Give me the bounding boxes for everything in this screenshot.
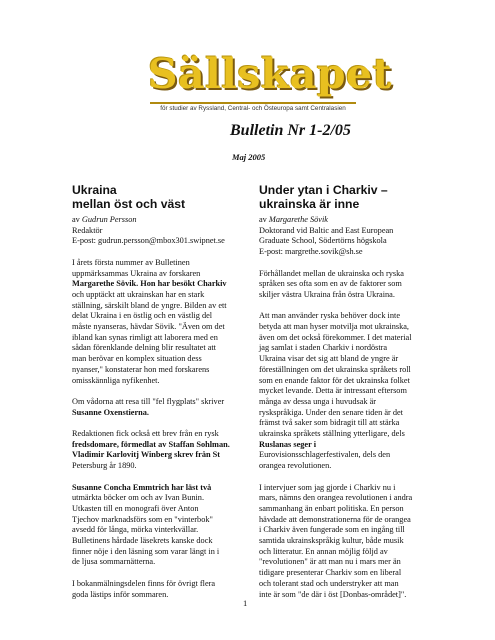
byline-prefix: av [259,215,267,224]
issue-date: Maj 2005 [232,152,266,162]
author-affiliation: Doktorand vid Baltic and East European [259,225,394,235]
text-line: sammanhang än enbart politiska. En person [259,503,404,513]
left-article-title [72,183,247,211]
text-line: mycket levande. Detta är intressant eftersom [259,386,407,396]
text-line [72,483,247,494]
left-column [72,183,247,611]
text-line: avsedd för långa, mörka vinterkvällar. [72,525,199,535]
author-name: Margarethe Sövik [268,215,328,224]
text-line: och litteratur. En annan möjlig följd av [259,546,388,556]
text-line: omisskännliga nyfikenhet. [72,375,160,385]
text-line: tidigare presenterar Charkiv som en liberal [259,568,402,578]
bulletin-title: Bulletin Nr 1-2/05 [230,122,351,139]
text-line: nyanser," konstaterar hon med forskarens [72,364,210,374]
text-line: Utkasten till en monografi över Anton [72,503,199,513]
bold-name: Ruslanas seger i [259,439,317,449]
text-line: delat Ukraina i en östlig och en västlig del [72,311,213,321]
text-line: utmärkta böcker om och av Ivan Bunin. [72,493,205,503]
text-line [72,440,247,451]
right-paragraph-2 [259,311,437,472]
bold-name: Margarethe Sövik. Hon har besökt Charkiv [72,279,227,289]
text-line: Om vådorna att resa till "fel flygplats" skriver [72,396,225,406]
text-line: måste nyanseras, hävdar Sövik. "Även om det [72,322,225,332]
text-line: goda lästips inför sommaren. [72,589,169,599]
page-number: 1 [243,598,248,608]
text-line: och tolerant stad och understryker att man [259,578,399,588]
text-line: sådan förenklande delning blir resultatet att [72,343,216,353]
text-line [72,408,247,419]
text-line: man berövar en komplex situation dess [72,354,202,364]
left-paragraph-5 [72,579,247,600]
bold-name: Susanne Oxenstierna. [72,407,149,417]
text-line: Redaktionen fick också ett brev från en rysk [72,429,219,439]
text-line: ukrainska språkets ställning ytterligare, dels [259,429,405,439]
text-line [259,440,437,451]
bold-name: fredsdomare, förmedlat av Staffan Sohlman. [72,439,230,449]
left-paragraph-2 [72,397,247,418]
title-line: ukrainska är inne [259,197,360,211]
text-line: Att man använder ryska behöver dock inte [259,311,400,321]
text-line [72,279,247,290]
title-line: mellan öst och väst [72,197,186,211]
author-affiliation: Graduate School, Södertörns högskola [259,236,387,246]
logo-tagline: för studier av Ryssland, Central- och Östeuropa samt Centralasien [160,105,346,112]
title-line: Under ytan i Charkiv – [259,183,388,197]
text-line: Förhållandet mellan de ukrainska och ryska [259,268,404,278]
text-line: som en enande faktor för det ukrainska folket [259,375,410,385]
text-line: mars, nämns den orangea revolutionen i andra [259,493,413,503]
author-email: E-post: margrethe.sovik@sh.se [259,247,363,257]
text-line: betyda att man hyser motvilja mot ukrainska, [259,322,410,331]
text-line: hävdade att demonstrationerna för de orangea [259,514,411,524]
logo-title: Sällskapet [148,50,393,98]
society-logo [148,50,393,116]
text-line: Bulletinens hårdade läsekrets kanske dock [72,536,213,546]
title-line: Ukraina [72,183,117,197]
text-line: och upptäckt att ukrainskan har en stark [72,289,205,299]
text-line: ställning, särskilt bland de yngre. Bilden av ett [72,300,227,310]
author-email: E-post: gudrun.persson@mbox301.swipnet.se [72,236,225,246]
text-line: inte är som "de där i öst [Donbas-området]". [259,589,407,599]
text-line: de ljusa sommarnätterna. [72,557,156,567]
text-line: finner nöje i den läsning som varar längt in i [72,546,220,556]
text-line [72,450,247,461]
text-line: ryskspråkiga. Under den senare tiden är det [259,407,403,417]
text-line: ibland kan synas rimligt att laborera med en [72,332,218,342]
text-line: språken ses ofta som en av de faktorer som [259,279,402,289]
right-column [259,183,437,611]
text-line: I intervjuer som jag gjorde i Charkiv nu i [259,482,396,492]
text-line: Ukraina visar det sig att bland de yngre är [259,354,399,364]
bold-name: Susanne Concha Emmtrich har läst två [72,482,212,492]
author-role: Redaktör [72,225,103,235]
text-line: I bokanmälningsdelen finns för övrigt flera [72,578,216,588]
text-line: Eurovisionsschlagerfestivalen, dels den [259,450,391,460]
left-byline [72,215,247,247]
author-name: Gudrun Persson [81,215,137,224]
right-byline [259,215,437,258]
text-line: "revolutionen" är att man nu i mars mer än [259,557,401,567]
left-paragraph-3 [72,429,247,472]
text-line: även om det också förekommer. I det material [259,332,412,342]
text-line: föreställningen om det ukrainska språkets roll [259,364,411,374]
right-paragraph-3 [259,483,437,601]
text-line: jag samlat i staden Charkiv i nordöstra [259,343,388,353]
byline-prefix: av [72,215,80,224]
text-line: samtida ukrainskspråkig kultur, både musik [259,536,404,546]
text-line: främst två saker som bidragit till att stärka [259,418,400,428]
left-paragraph-1 [72,258,247,386]
text-line: skiljer västra Ukraina från östra Ukraina. [259,289,395,299]
right-article-title [259,183,437,211]
bold-name: Vladimir Karlovitj Winberg skrev från St [72,450,221,460]
text-line: Petersburg år 1890. [72,461,137,471]
text-line: uppmärksammas Ukraina av forskaren [72,268,201,278]
text-line: I årets första nummer av Bulletinen [72,257,190,267]
right-paragraph-1 [259,269,437,301]
text-line: många av dessa unga i huvudsak är [259,396,377,406]
logo-underline [150,102,356,104]
text-line: Tjechov marknadsförs som en "vinterbok" [72,514,213,524]
text-line: orangea revolutionen. [259,461,332,471]
text-line: i Charkiv även fungerade som en ingång till [259,525,405,535]
left-paragraph-4 [72,483,247,569]
